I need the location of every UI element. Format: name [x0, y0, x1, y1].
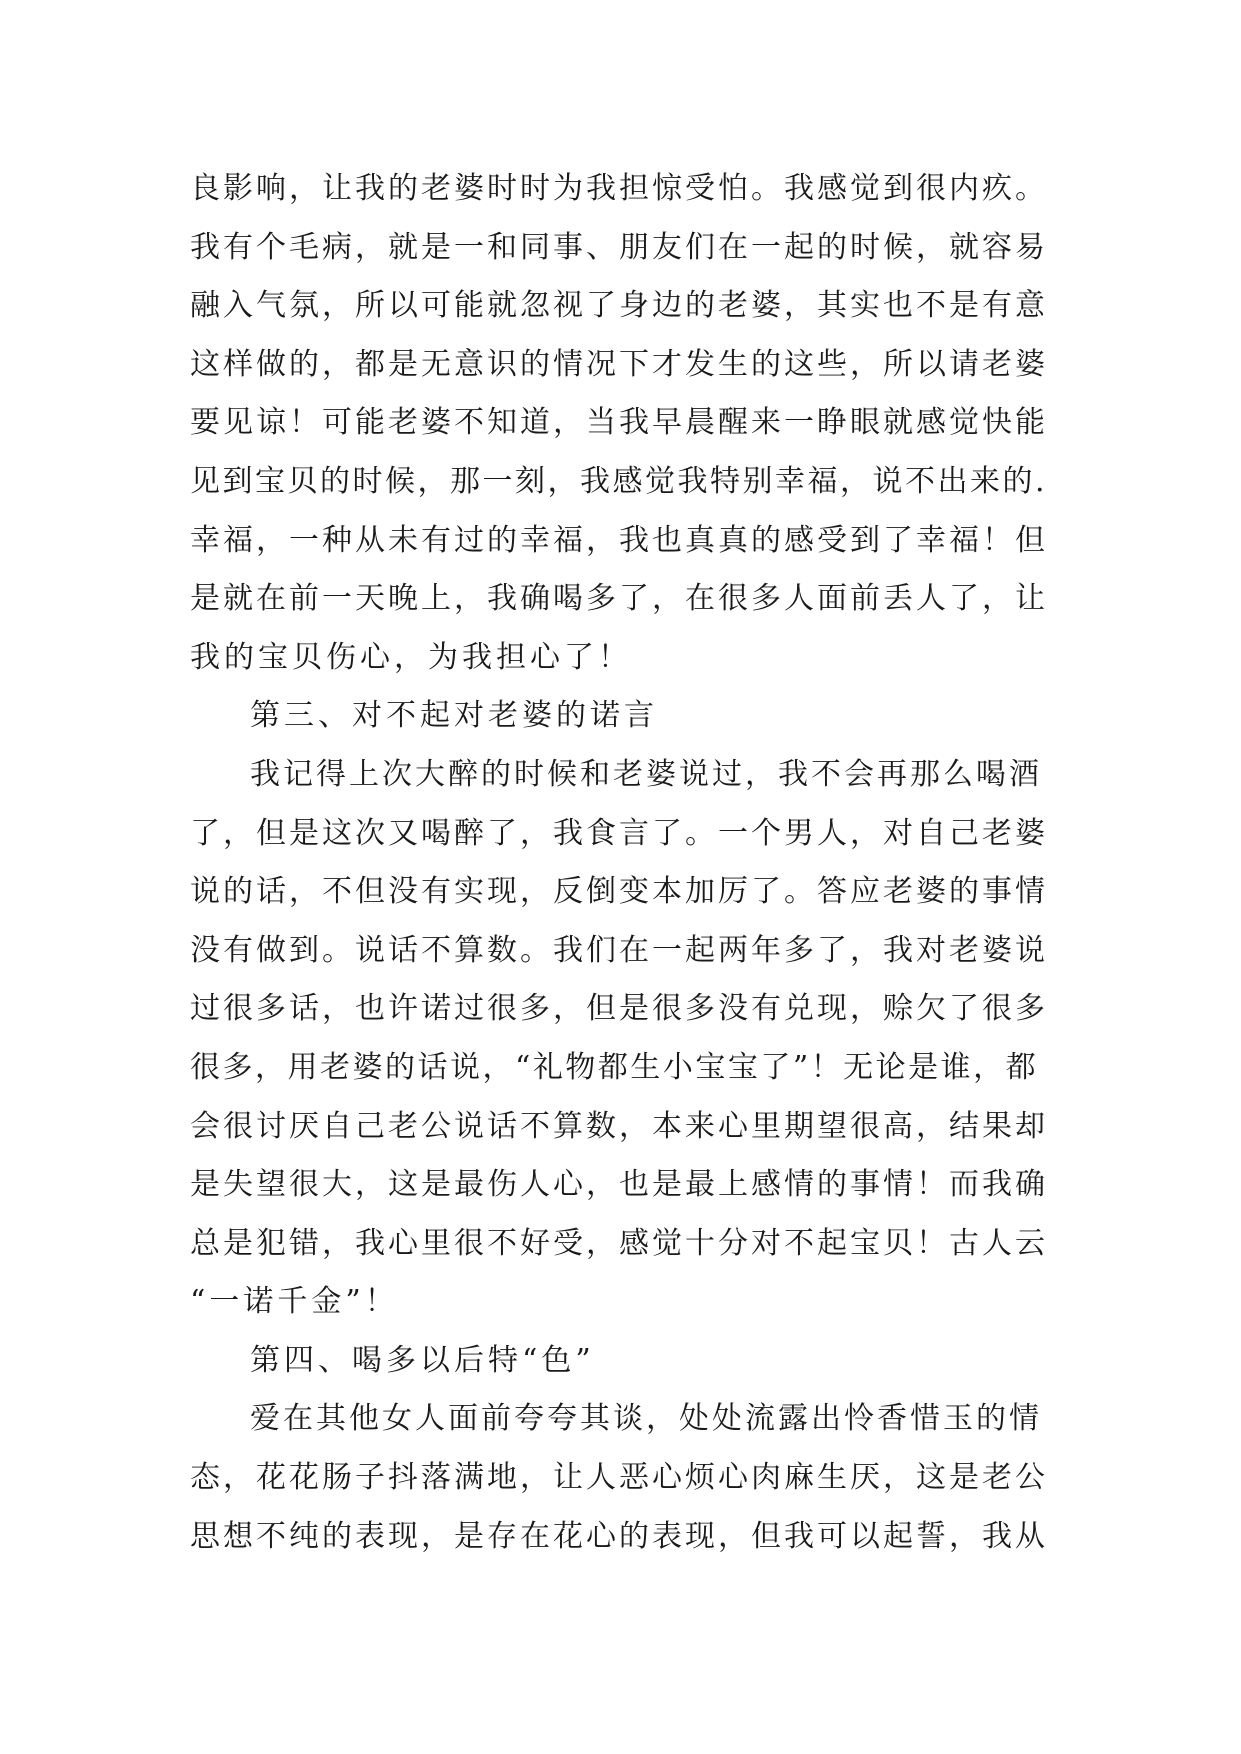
text-line: 过很多话，也许诺过很多，但是很多没有兑现，赊欠了很多 — [190, 991, 1048, 1027]
text-line: 说的话，不但没有实现，反倒变本加厉了。答应老婆的事情 — [190, 874, 1048, 910]
text-line: 没有做到。说话不算数。我们在一起两年多了，我对老婆说 — [190, 932, 1048, 968]
text-line: 要见谅！可能老婆不知道，当我早晨醒来一睁眼就感觉快能 — [190, 405, 1048, 441]
text-line: 是就在前一天晚上，我确喝多了，在很多人面前丢人了，让 — [190, 581, 1048, 617]
text-line: 见到宝贝的时候，那一刻，我感觉我特别幸福，说不出来的. — [190, 463, 1048, 499]
text-line: 是失望很大，这是最伤人心，也是最上感情的事情！而我确 — [190, 1167, 1048, 1203]
text-line: 了，但是这次又喝醉了，我食言了。一个男人，对自己老婆 — [190, 815, 1048, 851]
text-line: “一诺千金”！ — [190, 1284, 399, 1320]
text-line: 这样做的，都是无意识的情况下才发生的这些，所以请老婆 — [190, 346, 1048, 382]
paragraph-start: 爱在其他女人面前夸夸其谈，处处流露出怜香惜玉的情 — [250, 1401, 1042, 1437]
paragraph-start: 我记得上次大醉的时候和老婆说过，我不会再那么喝酒 — [250, 756, 1042, 792]
body-text — [190, 160, 1050, 1566]
section-heading: 第四、喝多以后特“色” — [250, 1342, 595, 1378]
text-line: 幸福，一种从未有过的幸福，我也真真的感受到了幸福！但 — [190, 522, 1048, 558]
text-line: 融入气氛，所以可能就忽视了身边的老婆，其实也不是有意 — [190, 288, 1048, 324]
text-line: 我有个毛病，就是一和同事、朋友们在一起的时候，就容易 — [190, 229, 1048, 265]
section-heading: 第三、对不起对老婆的诺言 — [250, 698, 658, 734]
text-line: 良影响，让我的老婆时时为我担惊受怕。我感觉到很内疚。 — [190, 171, 1048, 206]
text-line: 我的宝贝伤心，为我担心了！ — [190, 639, 632, 675]
text-line: 思想不纯的表现，是存在花心的表现，但我可以起誓，我从 — [190, 1518, 1048, 1554]
text-line: 会很讨厌自己老公说话不算数，本来心里期望很高，结果却 — [190, 1108, 1048, 1144]
text-line: 很多，用老婆的话说，“礼物都生小宝宝了”！无论是谁，都 — [190, 1049, 1039, 1085]
text-line: 态，花花肠子抖落满地，让人恶心烦心肉麻生厌，这是老公 — [190, 1460, 1048, 1496]
text-line: 总是犯错，我心里很不好受，感觉十分对不起宝贝！古人云 — [190, 1225, 1048, 1261]
